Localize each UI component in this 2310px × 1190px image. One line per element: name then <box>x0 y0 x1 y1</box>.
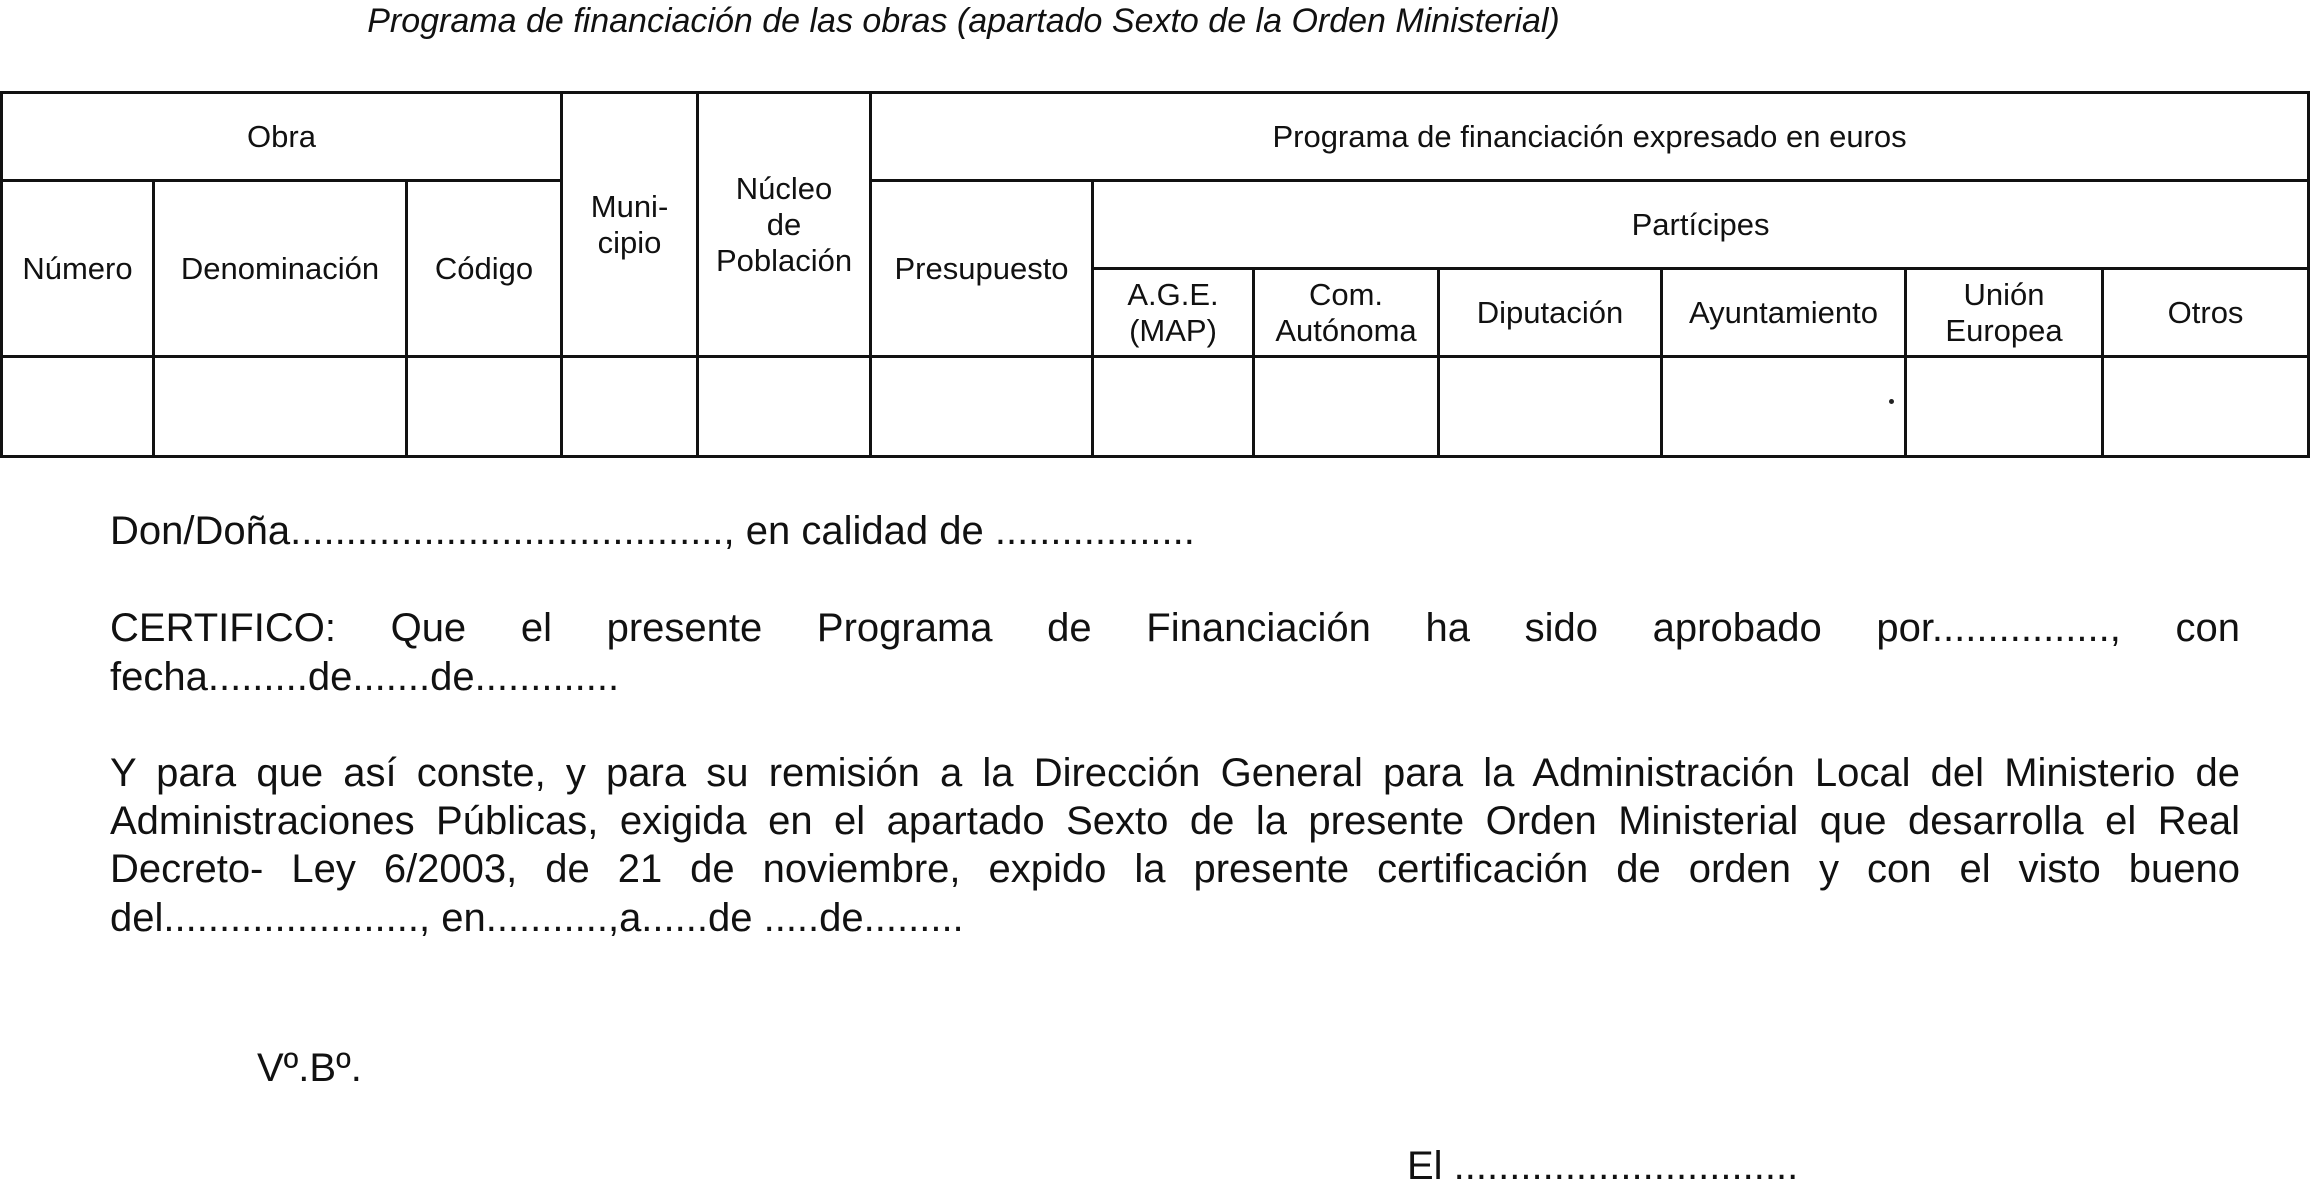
cell-denominacion <box>154 357 407 457</box>
header-presupuesto: Presupuesto <box>871 181 1093 357</box>
consta-paragraph: Y para que así conste, y para su remisión a la Dirección General para la Administración Local del Ministerio de Administraciones Públicas, exigida en el apartado Sexto de la presente Orden Ministerial que desarrolla el Real Decreto- Ley 6/2003, de 21 de noviembre, expido la presente certificación de orden y con el visto bueno <box>110 751 2240 891</box>
consta-last-line: del......................., en...........,a......de .....de......... <box>110 896 964 940</box>
certifico-line-2: fecha.........de.......de............. <box>110 655 620 699</box>
header-obra: Obra <box>2 93 562 181</box>
header-participes: Partícipes <box>1093 181 2309 269</box>
cell-union-europea <box>1906 357 2103 457</box>
cell-codigo <box>407 357 562 457</box>
header-denominacion: Denominación <box>154 181 407 357</box>
header-diputacion: Diputación <box>1439 269 1662 357</box>
page-title: Programa de financiación de las obras (apartado Sexto de la Orden Ministerial) <box>367 2 1560 40</box>
header-age-map: A.G.E. (MAP) <box>1093 269 1254 357</box>
header-programa-financiacion: Programa de financiación expresado en euros <box>871 93 2309 181</box>
don-dona-line: Don/Doña......................................., en calidad de .................. <box>110 509 1195 553</box>
header-otros: Otros <box>2103 269 2309 357</box>
signature-el-line: El ............................... <box>1407 1144 1799 1188</box>
cell-diputacion <box>1439 357 1662 457</box>
visto-bueno-label: Vº.Bº. <box>257 1046 362 1090</box>
cell-otros <box>2103 357 2309 457</box>
header-codigo: Código <box>407 181 562 357</box>
financing-table <box>0 91 2310 458</box>
cell-age <box>1093 357 1254 457</box>
cell-nucleo <box>698 357 871 457</box>
header-numero: Número <box>2 181 154 357</box>
cell-com-autonoma <box>1254 357 1439 457</box>
header-nucleo-poblacion: Núcleo de Población <box>698 93 871 357</box>
stray-mark <box>1889 399 1894 404</box>
cell-ayuntamiento <box>1662 357 1906 457</box>
cell-numero <box>2 357 154 457</box>
header-com-autonoma: Com. Autónoma <box>1254 269 1439 357</box>
table-row <box>2 357 2309 457</box>
certifico-line-1: CERTIFICO: Que el presente Programa de Financiación ha sido aprobado por................, con <box>110 606 2240 650</box>
header-municipio: Muni- cipio <box>562 93 698 357</box>
cell-municipio <box>562 357 698 457</box>
header-ayuntamiento: Ayuntamiento <box>1662 269 1906 357</box>
header-union-europea: Unión Europea <box>1906 269 2103 357</box>
cell-presupuesto <box>871 357 1093 457</box>
